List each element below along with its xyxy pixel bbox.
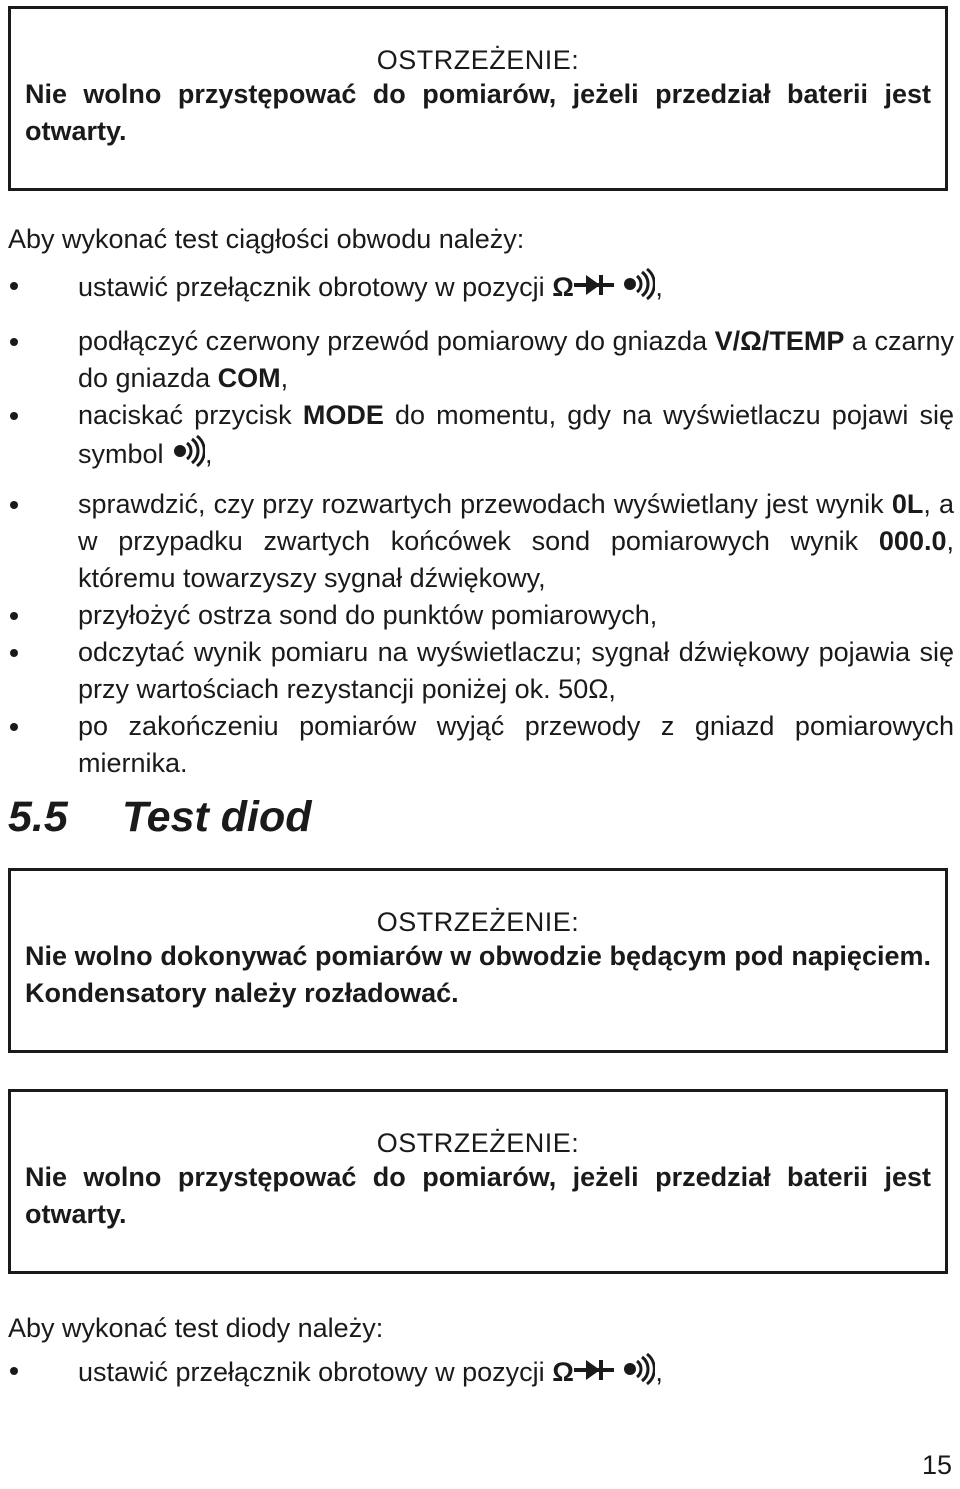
diode-icon bbox=[574, 271, 614, 308]
warning-box-battery bbox=[8, 1089, 948, 1274]
step-text: ustawić przełącznik obrotowy w pozycji bbox=[78, 272, 545, 303]
display-value: 0L bbox=[891, 489, 924, 519]
list-item: ustawić przełącznik obrotowy w pozycji Ω , bbox=[8, 1352, 954, 1396]
page-number: 15 bbox=[921, 1450, 952, 1480]
warning-text: Nie wolno przystępować do pomiarów, jeżeli przedział baterii jest otwarty. bbox=[25, 1162, 931, 1229]
buzzer-icon bbox=[621, 267, 655, 311]
warning-title: OSTRZEŻENIE: bbox=[376, 907, 580, 937]
button-label: MODE bbox=[302, 400, 384, 430]
warning-title: OSTRZEŻENIE: bbox=[376, 1128, 580, 1158]
step-text: ustawić przełącznik obrotowy w pozycji bbox=[78, 1357, 545, 1388]
continuity-steps bbox=[8, 267, 954, 782]
buzzer-icon bbox=[171, 434, 205, 478]
section-heading bbox=[8, 793, 312, 842]
warning-box-battery-top bbox=[8, 6, 948, 191]
warning-box-voltage bbox=[8, 868, 948, 1053]
list-item: przyłożyć ostrza sond do punktów pomiarowych, bbox=[8, 597, 954, 634]
list-item: ustawić przełącznik obrotowy w pozycji Ω , bbox=[8, 267, 954, 311]
warning-text: Nie wolno dokonywać pomiarów w obwodzie będącym pod napięciem. Kondensatory należy rozładować. bbox=[25, 941, 931, 1008]
list-item: sprawdzić, czy przy rozwartych przewodach wyświetlany jest wynik 0L, a w przypadku zwartych końcówek sond pomiarowych wynik 000.0, któremu towarzyszy sygnał dźwiękowy, bbox=[8, 486, 954, 597]
list-item: podłączyć czerwony przewód pomiarowy do gniazda V/Ω/TEMP a czarny do gniazda COM, bbox=[8, 323, 954, 397]
section-number: 5.5 bbox=[8, 793, 68, 841]
diode-intro: Aby wykonać test diody należy: bbox=[8, 1313, 384, 1343]
buzzer-icon bbox=[621, 1352, 655, 1396]
diode-steps bbox=[8, 1352, 954, 1396]
list-item: odczytać wynik pomiaru na wyświetlaczu; sygnał dźwiękowy pojawia się przy wartościach rezystancji poniżej ok. 50Ω, bbox=[8, 634, 954, 708]
socket-label: COM bbox=[217, 363, 281, 393]
continuity-intro: Aby wykonać test ciągłości obwodu należy: bbox=[8, 224, 525, 254]
ohm-symbol: Ω bbox=[552, 272, 574, 303]
socket-label: V/Ω/TEMP bbox=[714, 326, 845, 356]
diode-icon bbox=[574, 1356, 614, 1393]
warning-title: OSTRZEŻENIE: bbox=[376, 45, 580, 75]
ohm-symbol: Ω bbox=[552, 1357, 574, 1388]
list-item: po zakończeniu pomiarów wyjąć przewody z gniazd pomiarowych miernika. bbox=[8, 708, 954, 782]
display-value: 000.0 bbox=[878, 526, 947, 556]
list-item: naciskać przycisk MODE do momentu, gdy na wyświetlaczu pojawi się symbol , bbox=[8, 397, 954, 478]
warning-text: Nie wolno przystępować do pomiarów, jeżeli przedział baterii jest otwarty. bbox=[25, 79, 931, 146]
section-title: Test diod bbox=[122, 793, 312, 841]
